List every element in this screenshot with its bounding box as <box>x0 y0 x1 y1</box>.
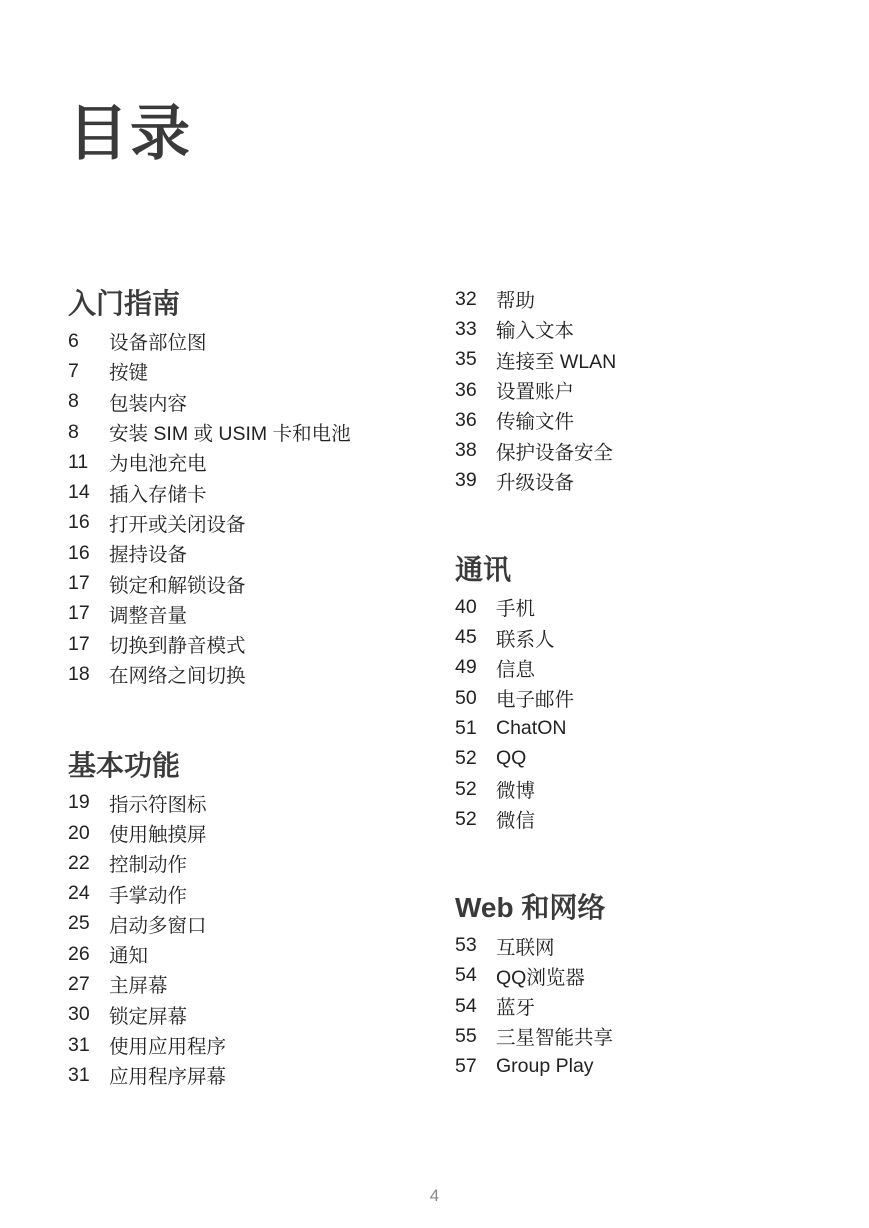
toc-entry-label: 插入存储卡 <box>109 483 207 506</box>
toc-entry-label: 互联网 <box>496 936 555 959</box>
toc-page-number: 16 <box>68 541 90 564</box>
toc-entry-label: 三星智能共享 <box>496 1027 614 1050</box>
toc-page-number: 7 <box>68 359 79 382</box>
toc-entry[interactable] <box>68 1060 448 1090</box>
toc-page-number: 50 <box>455 686 477 709</box>
toc-entry-label: 手机 <box>496 598 536 621</box>
section-heading: 入门指南 <box>68 288 181 319</box>
toc-entry[interactable] <box>68 629 448 659</box>
toc-page-number: 22 <box>68 851 90 874</box>
toc-entry-label: 帮助 <box>496 290 536 313</box>
toc-entry-label: 包装内容 <box>109 392 188 415</box>
toc-page-number: 36 <box>455 408 477 431</box>
toc-list-continued <box>455 284 835 496</box>
toc-entry-label: 连接至 WLAN <box>496 350 617 373</box>
toc-entry[interactable] <box>455 314 835 344</box>
toc-list <box>68 788 448 1091</box>
toc-entry[interactable] <box>455 1021 835 1051</box>
toc-page-number: 31 <box>68 1033 90 1056</box>
toc-entry-label: 指示符图标 <box>109 793 207 816</box>
toc-page-number: 52 <box>455 777 477 800</box>
toc-entry[interactable] <box>455 1052 835 1082</box>
toc-page-number: 30 <box>68 1003 90 1026</box>
toc-page-number: 24 <box>68 882 90 905</box>
toc-entry[interactable] <box>455 653 835 683</box>
toc-entry[interactable] <box>68 939 448 969</box>
toc-entry[interactable] <box>455 466 835 496</box>
toc-entry[interactable] <box>455 774 835 804</box>
toc-entry[interactable] <box>455 284 835 314</box>
toc-page-number: 14 <box>68 481 90 504</box>
toc-entry[interactable] <box>68 909 448 939</box>
toc-page-number: 17 <box>68 572 90 595</box>
toc-entry-label: 使用应用程序 <box>109 1036 227 1059</box>
toc-list <box>68 326 448 690</box>
toc-section-getting-started <box>68 284 448 690</box>
toc-entry-label: 蓝牙 <box>496 997 536 1020</box>
toc-entry-label: QQ浏览器 <box>496 966 585 989</box>
toc-page-number: 54 <box>455 964 477 987</box>
section-heading: 基本功能 <box>68 749 181 781</box>
toc-entry[interactable] <box>455 375 835 405</box>
toc-list <box>455 592 835 834</box>
toc-section-communication <box>455 550 835 834</box>
toc-entry[interactable] <box>68 818 448 848</box>
toc-entry[interactable] <box>68 417 448 447</box>
toc-left-column <box>68 284 448 1091</box>
toc-entry-label: 主屏幕 <box>109 975 168 998</box>
toc-entry[interactable] <box>68 599 448 629</box>
toc-entry[interactable] <box>68 538 448 568</box>
toc-page-number: 11 <box>68 450 89 473</box>
toc-entry[interactable] <box>68 1000 448 1030</box>
toc-page-number: 26 <box>68 942 90 965</box>
toc-page-number: 52 <box>455 807 477 830</box>
toc-entry-label: ChatON <box>496 716 567 739</box>
toc-entry[interactable] <box>68 387 448 417</box>
toc-entry-label: 为电池充电 <box>109 453 207 476</box>
page-number: 4 <box>429 1186 440 1205</box>
toc-page-number: 20 <box>68 821 90 844</box>
toc-page-number: 45 <box>455 626 477 649</box>
toc-entry-label: 调整音量 <box>109 604 188 627</box>
toc-entry-label: 安装 SIM 或 USIM 卡和电池 <box>109 423 351 446</box>
toc-entry[interactable] <box>455 930 835 960</box>
toc-entry-label: 输入文本 <box>496 320 575 343</box>
toc-entry-label: 使用触摸屏 <box>109 824 207 846</box>
section-heading: 通讯 <box>455 554 512 586</box>
toc-entry-label: 电子邮件 <box>496 689 575 712</box>
toc-page-number: 51 <box>455 716 477 739</box>
toc-entry-label: Group Play <box>496 1055 594 1078</box>
toc-entry[interactable] <box>68 659 448 689</box>
toc-page-number: 49 <box>455 656 477 679</box>
toc-entry-label: QQ <box>496 747 527 770</box>
toc-entry-label: 在网络之间切换 <box>109 665 246 688</box>
toc-page-number: 54 <box>455 994 477 1017</box>
toc-entry[interactable] <box>68 848 448 878</box>
toc-page-number: 17 <box>68 602 90 625</box>
toc-entry[interactable] <box>68 447 448 477</box>
toc-entry[interactable] <box>68 1030 448 1060</box>
toc-page-number: 27 <box>68 972 90 995</box>
toc-page-number: 32 <box>455 287 477 310</box>
toc-list <box>455 930 835 1081</box>
toc-entry[interactable] <box>68 568 448 598</box>
toc-page-number: 31 <box>68 1063 90 1086</box>
toc-entry[interactable] <box>455 713 835 743</box>
toc-entry-label: 握持设备 <box>109 544 188 567</box>
toc-section-basic-functions <box>68 746 448 1091</box>
toc-page-number: 18 <box>68 662 90 685</box>
toc-page-number: 52 <box>455 747 477 770</box>
toc-entry-label: 保护设备安全 <box>496 441 614 464</box>
toc-page-number: 8 <box>68 420 79 443</box>
toc-entry[interactable] <box>68 326 448 356</box>
section-heading: Web 和网络 <box>455 892 606 924</box>
toc-page-number: 25 <box>68 912 90 935</box>
toc-page-number: 40 <box>455 595 477 618</box>
toc-entry-label: 信息 <box>496 658 536 681</box>
toc-page-number: 55 <box>455 1024 477 1047</box>
toc-entry[interactable] <box>68 788 448 818</box>
toc-entry[interactable] <box>455 804 835 834</box>
toc-entry[interactable] <box>455 435 835 465</box>
toc-entry-label: 打开或关闭设备 <box>109 513 246 536</box>
toc-entry-label: 锁定屏幕 <box>109 1005 188 1028</box>
toc-page-number: 6 <box>68 329 79 352</box>
toc-entry-label: 锁定和解锁设备 <box>109 574 246 597</box>
toc-section-web-network <box>455 888 835 1081</box>
toc-entry-label: 启动多窗口 <box>109 914 207 937</box>
toc-entry-label: 设备部位图 <box>109 332 207 355</box>
toc-entry[interactable] <box>68 969 448 999</box>
toc-entry[interactable] <box>68 356 448 386</box>
toc-page-number: 33 <box>455 317 477 340</box>
toc-entry[interactable] <box>455 622 835 652</box>
toc-entry-label: 微博 <box>496 780 536 802</box>
toc-entry-label: 控制动作 <box>109 854 188 877</box>
toc-entry-label: 传输文件 <box>496 411 575 434</box>
toc-entry[interactable] <box>68 878 448 908</box>
toc-entry[interactable] <box>455 961 835 991</box>
toc-right-column <box>455 284 835 1082</box>
toc-entry[interactable] <box>455 991 835 1021</box>
toc-page-number: 35 <box>455 348 477 371</box>
toc-page-number: 17 <box>68 632 90 655</box>
toc-page-number: 36 <box>455 378 477 401</box>
toc-entry[interactable] <box>455 405 835 435</box>
toc-page-number: 16 <box>68 511 90 534</box>
toc-entry-label: 切换到静音模式 <box>109 635 246 658</box>
toc-page-number: 39 <box>455 469 477 492</box>
toc-entry-label: 应用程序屏幕 <box>109 1066 227 1089</box>
page-title: 目录 <box>68 100 192 167</box>
toc-entry[interactable] <box>68 477 448 507</box>
toc-entry[interactable] <box>455 592 835 622</box>
toc-page-number: 57 <box>455 1055 477 1078</box>
toc-entry[interactable] <box>455 744 835 774</box>
toc-page-number: 19 <box>68 791 90 814</box>
toc-entry-label: 按键 <box>109 362 149 385</box>
toc-page-number: 8 <box>68 390 79 413</box>
toc-page-number: 53 <box>455 934 477 957</box>
toc-entry-label: 手掌动作 <box>109 884 188 907</box>
toc-entry[interactable] <box>455 345 835 375</box>
toc-entry-label: 微信 <box>496 810 536 833</box>
toc-page-number: 38 <box>455 439 477 462</box>
toc-entry[interactable] <box>455 683 835 713</box>
toc-entry-label: 联系人 <box>496 628 555 651</box>
toc-entry[interactable] <box>68 508 448 538</box>
toc-entry-label: 设置账户 <box>496 381 575 404</box>
toc-entry-label: 通知 <box>109 945 149 968</box>
toc-entry-label: 升级设备 <box>496 471 575 494</box>
